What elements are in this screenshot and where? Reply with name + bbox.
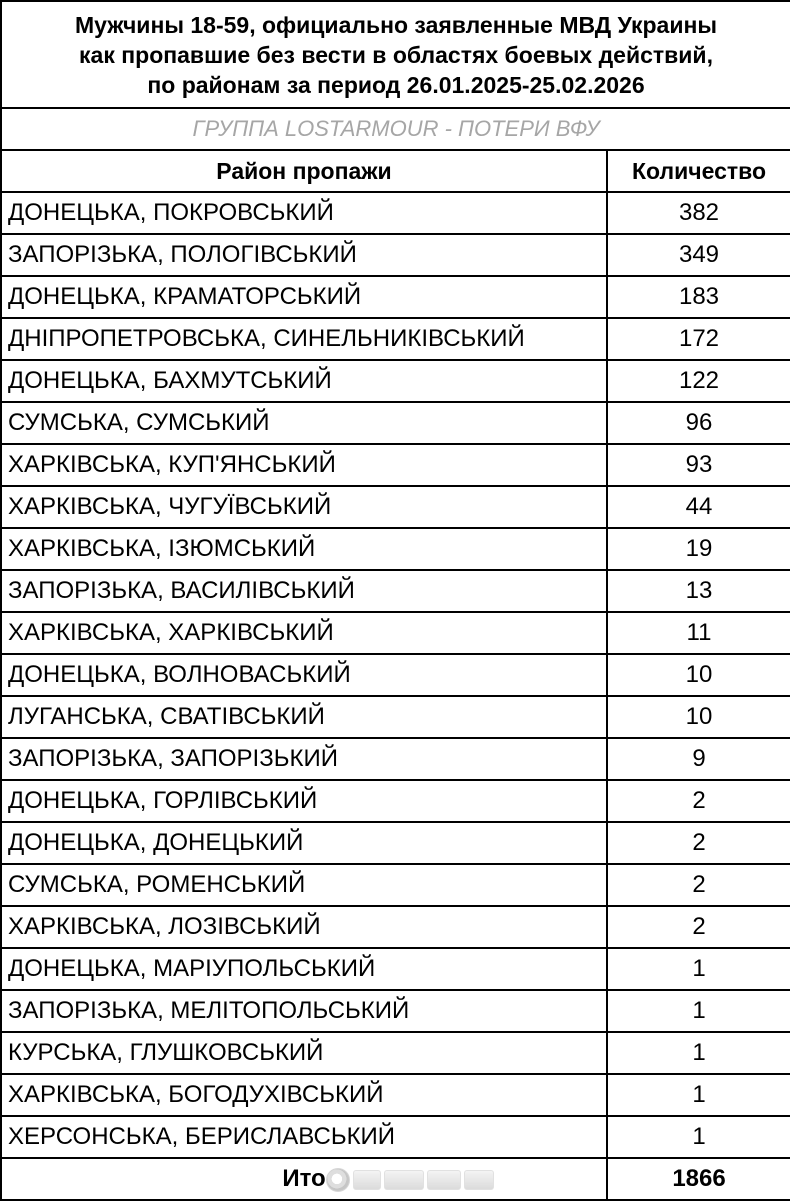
count-cell: 1 (607, 1116, 790, 1158)
district-cell: ЛУГАНСЬКА, СВАТІВСЬКИЙ (1, 696, 607, 738)
subtitle-row (1, 108, 790, 150)
district-cell: ДОНЕЦЬКА, МАРІУПОЛЬСЬКИЙ (1, 948, 607, 990)
title-line-2: как пропавшие без вести в областях боевых действий, (79, 41, 713, 68)
table-row (1, 612, 790, 654)
table-row (1, 780, 790, 822)
district-cell: ХАРКІВСЬКА, ІЗЮМСЬКИЙ (1, 528, 607, 570)
title-row (1, 1, 790, 108)
table-row (1, 276, 790, 318)
watermark-block (384, 1170, 424, 1190)
watermark-logo-icon (326, 1168, 350, 1192)
count-cell: 1 (607, 948, 790, 990)
watermark-block (464, 1170, 494, 1190)
district-cell: ДОНЕЦЬКА, ГОРЛІВСЬКИЙ (1, 780, 607, 822)
table-title (1, 1, 790, 108)
title-line-1: Мужчины 18-59, официально заявленные МВД Украины (74, 11, 718, 38)
district-cell: ДОНЕЦЬКА, КРАМАТОРСЬКИЙ (1, 276, 607, 318)
count-cell: 2 (607, 906, 790, 948)
total-row (1, 1158, 790, 1200)
count-cell: 9 (607, 738, 790, 780)
watermark-block (353, 1170, 381, 1190)
table-row (1, 360, 790, 402)
table-row (1, 318, 790, 360)
table-row (1, 1074, 790, 1116)
district-cell: ЗАПОРІЗЬКА, ЗАПОРІЗЬКИЙ (1, 738, 607, 780)
table-row (1, 654, 790, 696)
column-header-district: Район пропажи (1, 150, 607, 192)
count-cell: 19 (607, 528, 790, 570)
count-cell: 1 (607, 1074, 790, 1116)
district-cell: ЗАПОРІЗЬКА, ВАСИЛІВСЬКИЙ (1, 570, 607, 612)
count-cell: 2 (607, 780, 790, 822)
count-cell: 2 (607, 822, 790, 864)
count-cell: 1 (607, 1032, 790, 1074)
title-line-3: по районам за период 26.01.2025-25.02.2026 (147, 71, 645, 98)
watermark-overlay (326, 1167, 501, 1193)
count-cell: 1 (607, 990, 790, 1032)
table-row (1, 738, 790, 780)
count-cell: 44 (607, 486, 790, 528)
table-row (1, 696, 790, 738)
table-row (1, 234, 790, 276)
table-row (1, 906, 790, 948)
table-row (1, 192, 790, 234)
table-row (1, 486, 790, 528)
column-header-count: Количество (607, 150, 790, 192)
district-cell: СУМСЬКА, СУМСЬКИЙ (1, 402, 607, 444)
count-cell: 349 (607, 234, 790, 276)
table-row (1, 528, 790, 570)
district-cell: ХАРКІВСЬКА, ЧУГУЇВСЬКИЙ (1, 486, 607, 528)
count-cell: 93 (607, 444, 790, 486)
district-cell: ДОНЕЦЬКА, БАХМУТСЬКИЙ (1, 360, 607, 402)
district-cell: ХАРКІВСЬКА, БОГОДУХІВСЬКИЙ (1, 1074, 607, 1116)
total-count: 1866 (607, 1158, 790, 1200)
table-row (1, 1032, 790, 1074)
district-cell: ХАРКІВСЬКА, КУП'ЯНСЬКИЙ (1, 444, 607, 486)
count-cell: 11 (607, 612, 790, 654)
district-cell: ДОНЕЦЬКА, ПОКРОВСЬКИЙ (1, 192, 607, 234)
table-subtitle: ГРУППА LOSTARMOUR - ПОТЕРИ ВФУ (1, 108, 790, 150)
table-row (1, 990, 790, 1032)
table-row (1, 948, 790, 990)
count-cell: 13 (607, 570, 790, 612)
district-cell: ХАРКІВСЬКА, ХАРКІВСЬКИЙ (1, 612, 607, 654)
count-cell: 10 (607, 696, 790, 738)
count-cell: 172 (607, 318, 790, 360)
district-cell: ДНІПРОПЕТРОВСЬКА, СИНЕЛЬНИКІВСЬКИЙ (1, 318, 607, 360)
count-cell: 183 (607, 276, 790, 318)
table-row (1, 402, 790, 444)
district-cell: ДОНЕЦЬКА, ДОНЕЦЬКИЙ (1, 822, 607, 864)
table-row (1, 570, 790, 612)
count-cell: 2 (607, 864, 790, 906)
district-cell: ХАРКІВСЬКА, ЛОЗІВСЬКИЙ (1, 906, 607, 948)
table-row (1, 1116, 790, 1158)
header-row (1, 150, 790, 192)
district-cell: КУРСЬКА, ГЛУШКОВСЬКИЙ (1, 1032, 607, 1074)
count-cell: 382 (607, 192, 790, 234)
table-row (1, 444, 790, 486)
district-cell: ЗАПОРІЗЬКА, МЕЛІТОПОЛЬСЬКИЙ (1, 990, 607, 1032)
count-cell: 96 (607, 402, 790, 444)
total-label-cell (1, 1158, 607, 1200)
table-row (1, 822, 790, 864)
count-cell: 122 (607, 360, 790, 402)
district-cell: ХЕРСОНСЬКА, БЕРИСЛАВСЬКИЙ (1, 1116, 607, 1158)
table-row (1, 864, 790, 906)
district-cell: ЗАПОРІЗЬКА, ПОЛОГІВСЬКИЙ (1, 234, 607, 276)
district-cell: СУМСЬКА, РОМЕНСЬКИЙ (1, 864, 607, 906)
district-cell: ДОНЕЦЬКА, ВОЛНОВАСЬКИЙ (1, 654, 607, 696)
total-label: Ито (282, 1165, 326, 1192)
watermark-block (427, 1170, 461, 1190)
count-cell: 10 (607, 654, 790, 696)
